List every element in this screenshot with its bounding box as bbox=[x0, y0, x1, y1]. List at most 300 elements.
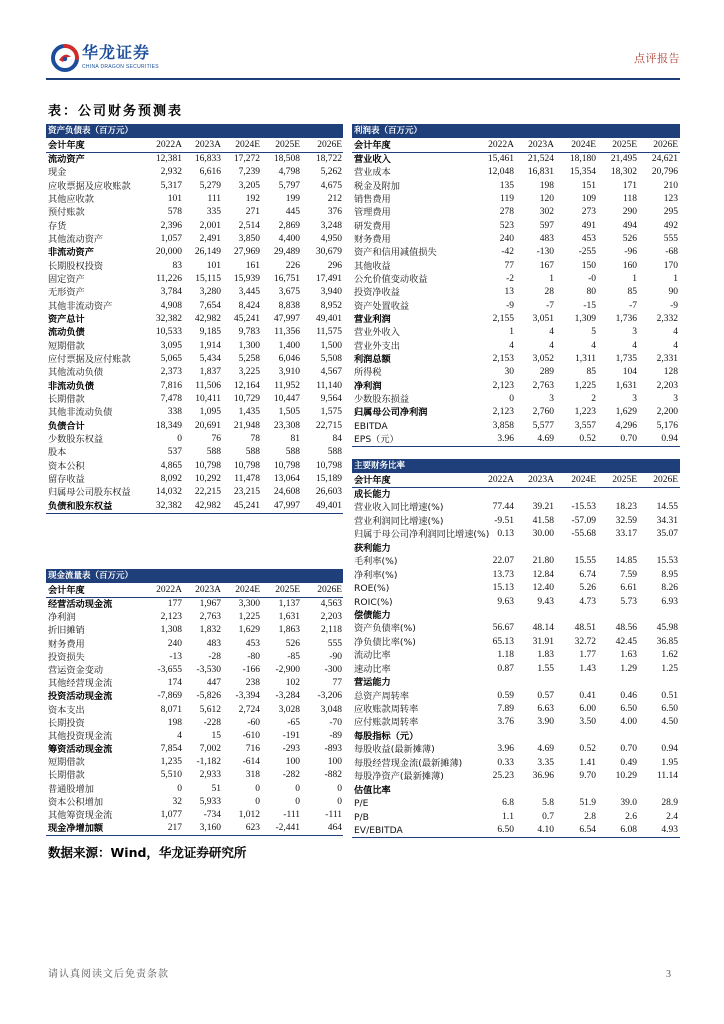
row-label: 销售费用 bbox=[354, 193, 391, 205]
value-cell: 1 bbox=[632, 273, 637, 284]
table-row bbox=[352, 811, 680, 824]
value-cell: 2.8 bbox=[584, 811, 596, 822]
value-cell: 1,914 bbox=[199, 340, 221, 351]
row-label: P/B bbox=[354, 811, 369, 823]
table-row bbox=[46, 730, 343, 743]
value-cell: 15.55 bbox=[574, 556, 596, 567]
value-cell: 2,118 bbox=[320, 625, 342, 636]
value-cell: -734 bbox=[203, 810, 221, 820]
value-cell: 1.29 bbox=[620, 663, 637, 674]
value-cell: 10.29 bbox=[615, 771, 637, 782]
value-cell: 14.85 bbox=[615, 556, 637, 567]
table-row bbox=[46, 233, 343, 246]
value-cell: 6.63 bbox=[537, 704, 554, 714]
value-cell: 588 bbox=[206, 447, 221, 458]
footer-disclaimer: 请认真阅读文后免责条款 bbox=[48, 969, 169, 980]
value-cell: 5,508 bbox=[320, 353, 342, 364]
row-label: EV/EBITDA bbox=[354, 824, 403, 836]
value-cell: 21.80 bbox=[532, 556, 554, 567]
table-row bbox=[352, 393, 680, 406]
value-cell: 34.31 bbox=[656, 515, 678, 526]
row-label: 预付账款 bbox=[48, 207, 85, 219]
row-label: 其他非流动负债 bbox=[48, 407, 113, 419]
value-cell: 2,763 bbox=[532, 380, 554, 391]
row-label: 资本公积增加 bbox=[48, 796, 104, 808]
row-label: 流动负债 bbox=[48, 327, 85, 339]
value-cell: 26,603 bbox=[315, 487, 342, 498]
table-row bbox=[352, 770, 680, 783]
row-label: 净利率(%) bbox=[354, 569, 398, 581]
value-cell: 1.62 bbox=[661, 650, 678, 661]
value-cell: 0.7 bbox=[542, 811, 554, 822]
value-cell: 4,296 bbox=[615, 420, 637, 431]
value-cell: 15,189 bbox=[315, 473, 342, 484]
value-cell: 3 bbox=[549, 393, 554, 404]
value-cell: 51 bbox=[211, 783, 221, 794]
table-row bbox=[352, 501, 680, 514]
table-row bbox=[352, 406, 680, 419]
value-cell: 10,729 bbox=[233, 393, 260, 404]
value-cell: 11,140 bbox=[316, 380, 342, 391]
value-cell: 32,382 bbox=[155, 500, 182, 511]
value-cell: 0.51 bbox=[661, 690, 678, 701]
table-row bbox=[46, 704, 343, 717]
value-cell: -9 bbox=[506, 300, 514, 311]
value-cell: 526 bbox=[622, 233, 637, 244]
value-cell: 7,239 bbox=[238, 167, 260, 178]
financial-ratios-table bbox=[352, 459, 680, 838]
value-cell: 6.00 bbox=[579, 704, 596, 714]
value-cell: 1,095 bbox=[199, 407, 221, 418]
value-cell: 47,997 bbox=[273, 313, 300, 324]
table-row bbox=[46, 769, 343, 782]
value-cell: 8,838 bbox=[278, 300, 300, 311]
value-cell: 13,064 bbox=[273, 473, 300, 484]
value-cell: 0.70 bbox=[620, 744, 637, 755]
row-label: 流动资产 bbox=[48, 154, 85, 165]
value-cell: 2,153 bbox=[492, 353, 514, 364]
table-row bbox=[46, 300, 343, 313]
value-cell: 167 bbox=[539, 260, 554, 271]
table-row bbox=[352, 716, 680, 729]
value-cell: 716 bbox=[245, 744, 260, 755]
value-cell: 18,302 bbox=[610, 167, 637, 178]
value-cell: 2,724 bbox=[238, 704, 260, 715]
value-cell: 12.84 bbox=[532, 569, 554, 580]
value-cell: 4,567 bbox=[320, 367, 342, 378]
value-cell: 56.67 bbox=[492, 623, 514, 634]
row-label: 长期借款 bbox=[48, 393, 85, 405]
value-cell: 8,071 bbox=[160, 704, 182, 715]
value-cell: 1,736 bbox=[615, 313, 637, 324]
table-row bbox=[46, 473, 343, 486]
value-cell: 3,225 bbox=[238, 367, 260, 378]
value-cell: 2,155 bbox=[492, 313, 514, 324]
value-cell: 0.59 bbox=[497, 690, 514, 701]
table-row bbox=[46, 260, 343, 273]
value-cell: 4.69 bbox=[537, 433, 554, 444]
table-row bbox=[352, 233, 680, 246]
value-cell: 597 bbox=[539, 220, 554, 231]
value-cell: -3,655 bbox=[157, 664, 182, 675]
value-cell: -96 bbox=[624, 247, 637, 258]
value-cell: 3.96 bbox=[497, 744, 514, 755]
value-cell: -3,530 bbox=[196, 664, 221, 675]
value-cell: 32 bbox=[172, 796, 182, 807]
value-cell: -68 bbox=[665, 247, 678, 258]
value-cell: 1,308 bbox=[160, 625, 182, 636]
row-label: 投资净收益 bbox=[354, 287, 400, 299]
value-cell: 48.56 bbox=[615, 623, 637, 634]
row-label: 毛利率(%) bbox=[354, 556, 398, 568]
value-cell: -90 bbox=[329, 651, 342, 662]
value-cell: 2.4 bbox=[666, 811, 678, 822]
value-cell: 1.95 bbox=[661, 757, 678, 768]
value-cell: 174 bbox=[167, 678, 182, 689]
value-cell: 135 bbox=[499, 180, 514, 191]
value-cell: 7,854 bbox=[160, 744, 182, 755]
value-cell: 1,837 bbox=[199, 367, 221, 378]
table-row bbox=[46, 153, 343, 166]
table-row bbox=[352, 824, 680, 837]
table-body bbox=[352, 488, 680, 838]
table-row bbox=[46, 353, 343, 366]
table-row bbox=[46, 366, 343, 379]
table-row bbox=[46, 406, 343, 419]
value-cell: 7.89 bbox=[497, 704, 514, 714]
column-header-year: 2023A bbox=[195, 140, 221, 150]
row-label: 每股经营现金流(最新摊薄) bbox=[354, 757, 463, 769]
value-cell: -85 bbox=[287, 651, 300, 662]
value-cell: 0.70 bbox=[620, 433, 637, 444]
value-cell: 494 bbox=[622, 220, 637, 231]
value-cell: 7,002 bbox=[199, 744, 221, 755]
value-cell: 30 bbox=[504, 367, 514, 378]
table-title-bar: 主要财务比率 bbox=[352, 459, 680, 473]
value-cell: 0.94 bbox=[661, 744, 678, 755]
table-row bbox=[46, 638, 343, 651]
value-cell: 80 bbox=[586, 287, 596, 298]
value-cell: 3,557 bbox=[574, 420, 596, 431]
value-cell: 9,783 bbox=[238, 327, 260, 338]
table-row bbox=[46, 313, 343, 326]
value-cell: 32.59 bbox=[615, 515, 637, 526]
value-cell: 17,491 bbox=[315, 273, 342, 284]
row-label: 流动比率 bbox=[354, 650, 391, 662]
value-cell: -1,182 bbox=[196, 757, 221, 768]
column-header-year: 2022A bbox=[488, 475, 514, 485]
value-cell: 9.43 bbox=[537, 596, 554, 607]
value-cell: 6.08 bbox=[620, 824, 637, 835]
table-body bbox=[352, 153, 680, 447]
value-cell: 15,115 bbox=[195, 273, 221, 284]
table-row bbox=[352, 743, 680, 756]
value-cell: -7,869 bbox=[157, 691, 182, 702]
value-cell: 65.13 bbox=[492, 636, 514, 647]
value-cell: 0.49 bbox=[620, 757, 637, 768]
section-header-row bbox=[352, 784, 680, 797]
value-cell: 1,629 bbox=[238, 625, 260, 636]
value-cell: 1,137 bbox=[278, 599, 300, 609]
value-cell: 4.10 bbox=[537, 824, 554, 835]
value-cell: -228 bbox=[203, 717, 221, 728]
value-cell: -9 bbox=[670, 300, 678, 311]
row-label: 非流动负债 bbox=[48, 380, 94, 392]
value-cell: 100 bbox=[285, 757, 300, 768]
row-label: 营业外收入 bbox=[354, 327, 400, 339]
value-cell: 0 bbox=[337, 783, 342, 794]
value-cell: 85 bbox=[586, 367, 596, 378]
value-cell: 11,952 bbox=[274, 380, 300, 391]
row-label: 速动比率 bbox=[354, 663, 391, 675]
table-row bbox=[46, 809, 343, 822]
value-cell: 3,300 bbox=[238, 599, 260, 609]
value-cell: 6.74 bbox=[579, 569, 596, 580]
value-cell: 5,510 bbox=[160, 770, 182, 781]
table-row bbox=[352, 366, 680, 379]
row-label: 资产负债率(%) bbox=[354, 623, 416, 635]
value-cell: 296 bbox=[327, 260, 342, 271]
value-cell: 30,679 bbox=[315, 247, 342, 258]
row-label: 其他流动负债 bbox=[48, 367, 104, 379]
value-cell: 1,223 bbox=[574, 407, 596, 418]
value-cell: 290 bbox=[622, 207, 637, 218]
table-row bbox=[46, 624, 343, 637]
value-cell: 483 bbox=[206, 638, 221, 649]
section-header-row bbox=[352, 676, 680, 689]
value-cell: 120 bbox=[539, 193, 554, 204]
value-cell: 0 bbox=[295, 796, 300, 807]
table-row bbox=[46, 664, 343, 677]
value-cell: 1,863 bbox=[278, 625, 300, 636]
value-cell: 1,575 bbox=[320, 407, 342, 418]
value-cell: 22,715 bbox=[315, 420, 342, 431]
column-header-year: 2025E bbox=[612, 475, 637, 485]
table-row bbox=[352, 180, 680, 193]
value-cell: 10,411 bbox=[195, 393, 221, 404]
value-cell: 1.77 bbox=[579, 650, 596, 661]
value-cell: 240 bbox=[167, 638, 182, 649]
row-label: 存货 bbox=[48, 220, 67, 232]
value-cell: 1,631 bbox=[615, 380, 637, 391]
value-cell: 15 bbox=[211, 730, 221, 741]
value-cell: 0.52 bbox=[579, 744, 596, 755]
row-label: 应收账款周转率 bbox=[354, 704, 419, 715]
value-cell: 3 bbox=[632, 393, 637, 404]
value-cell: -111 bbox=[325, 810, 342, 820]
section-header-row bbox=[352, 542, 680, 555]
value-cell: 15,461 bbox=[487, 154, 514, 164]
value-cell: 1,311 bbox=[574, 353, 596, 364]
table-row bbox=[46, 783, 343, 796]
value-cell: 2,760 bbox=[532, 407, 554, 418]
value-cell: -80 bbox=[247, 651, 260, 662]
table-row bbox=[352, 166, 680, 179]
value-cell: 39.21 bbox=[532, 502, 554, 513]
value-cell: 45.98 bbox=[656, 623, 678, 634]
section-header-row bbox=[352, 730, 680, 743]
value-cell: 6.8 bbox=[502, 798, 514, 809]
value-cell: 11,575 bbox=[316, 327, 342, 338]
value-cell: 26,149 bbox=[194, 247, 221, 258]
value-cell: 2,514 bbox=[238, 220, 260, 231]
table-row bbox=[352, 340, 680, 353]
column-header-label: 会计年度 bbox=[354, 140, 391, 151]
value-cell: -15.53 bbox=[571, 502, 596, 513]
value-cell: 6.50 bbox=[620, 704, 637, 714]
table-row bbox=[352, 528, 680, 541]
table-row bbox=[46, 273, 343, 286]
value-cell: 578 bbox=[167, 207, 182, 218]
column-header-label: 会计年度 bbox=[354, 475, 391, 486]
table-row bbox=[46, 822, 343, 835]
value-cell: 4,563 bbox=[320, 599, 342, 609]
value-cell: 10,798 bbox=[273, 460, 300, 471]
value-cell: -300 bbox=[324, 664, 342, 675]
value-cell: 1 bbox=[509, 327, 514, 338]
value-cell: 199 bbox=[285, 193, 300, 204]
value-cell: 5.26 bbox=[579, 583, 596, 594]
value-cell: 12,164 bbox=[233, 380, 260, 391]
value-cell: 3.50 bbox=[579, 717, 596, 728]
row-label: 估值比率 bbox=[354, 784, 391, 796]
value-cell: 4,675 bbox=[320, 180, 342, 191]
row-label: 股本 bbox=[48, 447, 67, 459]
value-cell: 2,763 bbox=[199, 612, 221, 623]
value-cell: 4,400 bbox=[278, 233, 300, 244]
table-row bbox=[46, 433, 343, 446]
value-cell: -3,284 bbox=[275, 691, 300, 702]
value-cell: 5,262 bbox=[320, 167, 342, 178]
value-cell: 11,506 bbox=[195, 380, 221, 391]
value-cell: 161 bbox=[245, 260, 260, 271]
table-row bbox=[352, 220, 680, 233]
value-cell: 6.93 bbox=[661, 596, 678, 607]
value-cell: 6.54 bbox=[579, 824, 596, 835]
value-cell: 32.72 bbox=[574, 636, 596, 647]
value-cell: 6.61 bbox=[620, 583, 637, 594]
value-cell: 85 bbox=[627, 287, 637, 298]
row-label: EBITDA bbox=[354, 420, 388, 432]
value-cell: 0.94 bbox=[661, 433, 678, 444]
value-cell: 2,869 bbox=[278, 220, 300, 231]
value-cell: 1,967 bbox=[199, 599, 221, 609]
value-cell: 10,798 bbox=[315, 460, 342, 471]
row-label: 财务费用 bbox=[48, 638, 85, 650]
value-cell: -60 bbox=[247, 717, 260, 728]
value-cell: 24,608 bbox=[273, 487, 300, 498]
value-cell: 11.14 bbox=[656, 771, 678, 782]
value-cell: 15,354 bbox=[569, 167, 596, 178]
row-label: 营业外支出 bbox=[354, 340, 400, 352]
value-cell: 3,784 bbox=[160, 287, 182, 298]
value-cell: 4,908 bbox=[160, 300, 182, 311]
value-cell: 83 bbox=[172, 260, 182, 271]
table-row bbox=[46, 446, 343, 459]
table-row bbox=[352, 555, 680, 568]
value-cell: 33.17 bbox=[615, 529, 637, 540]
value-cell: 18,180 bbox=[569, 154, 596, 164]
value-cell: 1.63 bbox=[620, 650, 637, 661]
table-row bbox=[352, 663, 680, 676]
value-cell: 28.9 bbox=[661, 798, 678, 809]
value-cell: 1,225 bbox=[574, 380, 596, 391]
value-cell: 6,046 bbox=[278, 353, 300, 364]
value-cell: -191 bbox=[282, 730, 300, 741]
value-cell: 11,226 bbox=[156, 273, 182, 284]
value-cell: 5,434 bbox=[199, 353, 221, 364]
value-cell: 101 bbox=[167, 193, 182, 204]
value-cell: 18,508 bbox=[273, 154, 300, 164]
value-cell: 2,123 bbox=[492, 380, 514, 391]
table-row bbox=[352, 433, 680, 446]
value-cell: 1,300 bbox=[238, 340, 260, 351]
value-cell: 0.46 bbox=[620, 690, 637, 701]
value-cell: 15.53 bbox=[656, 556, 678, 567]
row-label: 净利润 bbox=[354, 380, 382, 392]
value-cell: 5,577 bbox=[532, 420, 554, 431]
column-header-year: 2026E bbox=[317, 140, 342, 150]
table-row bbox=[46, 166, 343, 179]
value-cell: 151 bbox=[581, 180, 596, 191]
table-row bbox=[352, 273, 680, 286]
value-cell: 2,491 bbox=[199, 233, 221, 244]
value-cell: 30.00 bbox=[532, 529, 554, 540]
value-cell: 1,225 bbox=[238, 612, 260, 623]
value-cell: 6.50 bbox=[661, 704, 678, 714]
value-cell: 198 bbox=[167, 717, 182, 728]
value-cell: 5,176 bbox=[656, 420, 678, 431]
row-label: 投资损失 bbox=[48, 651, 85, 663]
table-row bbox=[46, 206, 343, 219]
value-cell: 39.0 bbox=[620, 798, 637, 809]
column-header-year: 2026E bbox=[317, 585, 342, 595]
value-cell: 3,850 bbox=[238, 233, 260, 244]
value-cell: 36.96 bbox=[532, 771, 554, 782]
value-cell: 555 bbox=[327, 638, 342, 649]
value-cell: 32,382 bbox=[155, 313, 182, 324]
value-cell: 102 bbox=[285, 678, 300, 689]
column-header-label: 会计年度 bbox=[48, 140, 85, 151]
value-cell: -255 bbox=[578, 247, 596, 258]
value-cell: 15,939 bbox=[233, 273, 260, 284]
value-cell: -3,206 bbox=[317, 691, 342, 702]
row-label: 每股净资产(最新摊薄) bbox=[354, 771, 444, 783]
value-cell: 5,317 bbox=[160, 180, 182, 191]
value-cell: 1,832 bbox=[199, 625, 221, 636]
row-label: 应付账款周转率 bbox=[354, 717, 419, 729]
value-cell: 18,722 bbox=[315, 154, 342, 164]
row-label: 无形资产 bbox=[48, 287, 85, 299]
value-cell: 453 bbox=[581, 233, 596, 244]
table-row bbox=[46, 340, 343, 353]
value-cell: 77 bbox=[504, 260, 514, 271]
row-label: 资本支出 bbox=[48, 704, 85, 716]
table-row bbox=[352, 703, 680, 716]
value-cell: 21,495 bbox=[610, 154, 637, 164]
row-label: 应收票据及应收账款 bbox=[48, 180, 131, 192]
value-cell: -13 bbox=[169, 651, 182, 662]
value-cell: 84 bbox=[332, 433, 342, 444]
value-cell: 170 bbox=[663, 260, 678, 271]
value-cell: 24,621 bbox=[651, 154, 678, 164]
table-row bbox=[46, 598, 343, 611]
value-cell: 7.59 bbox=[620, 569, 637, 580]
table-title-bar: 资产负债表（百万元） bbox=[46, 124, 343, 138]
table-row bbox=[46, 756, 343, 769]
value-cell: 238 bbox=[245, 678, 260, 689]
value-cell: 0 bbox=[177, 783, 182, 794]
